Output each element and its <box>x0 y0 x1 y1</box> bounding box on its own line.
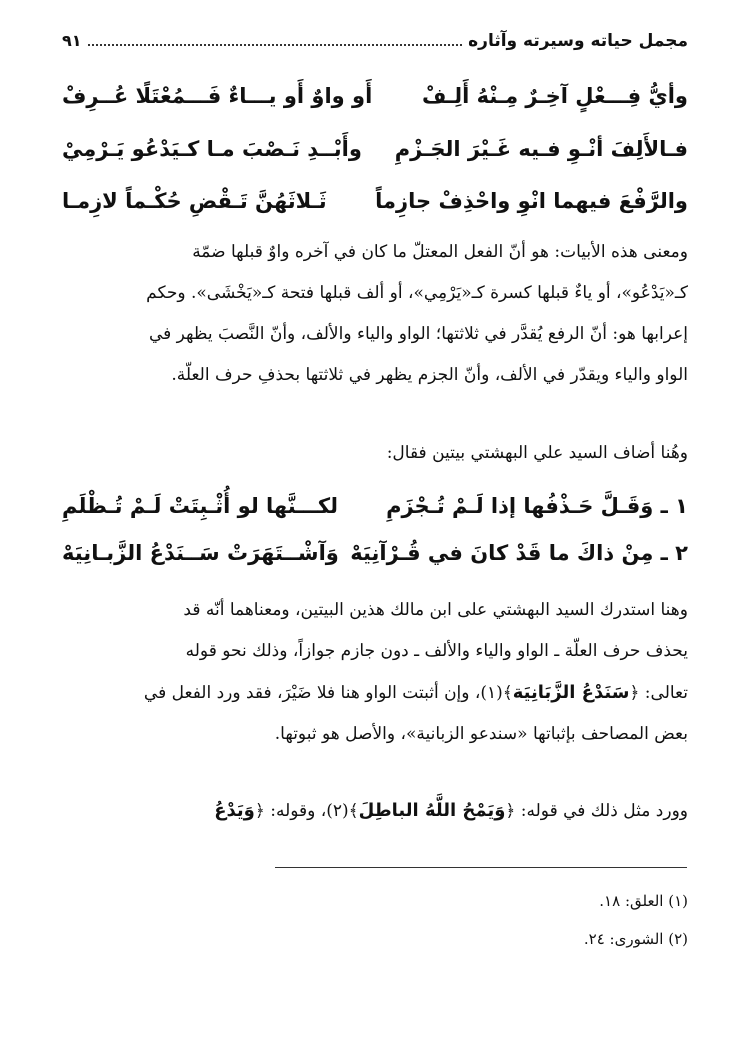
text-line: ومعنى هذه الأبيات: هو أنّ الفعل المعتلّ ما كان في آخره واوٌ قبلها ضمّة <box>192 242 688 262</box>
text-line: كـ«يَدْعُو»، أو ياءٌ قبلها كسرة كـ«يَرْمِي»، أو ألف قبلها فتحة كـ«يَخْشَى». وحكم <box>146 283 688 303</box>
verse-hemistich-left: ثَـلاثَهُنَّ تَـقْضِ حُكْـماً لازِمـا <box>62 189 327 213</box>
verse-line <box>62 533 688 573</box>
text-line: الواو والياء ويقدّر في الألف، وأنّ الجزم يظهر في ثلاثتها بحذفِ حرف العلّة. <box>171 365 688 385</box>
final-paragraph <box>62 790 688 832</box>
explanation-paragraph <box>62 232 688 396</box>
text-fragment: ﴾(٢)، وقوله: ﴿ <box>254 801 359 821</box>
footnote: (١) العلق: ١٨. <box>599 892 688 910</box>
header-title: مجمل حياته وسيرته وآثاره <box>468 31 688 51</box>
text-line <box>62 790 688 832</box>
text-fragment: ﴾(١)، وإن أثبتت الواو هنا فلا ضَيْرَ، فقد ورد الفعل في <box>143 683 513 703</box>
verse-line <box>62 486 688 526</box>
header-dot-leader <box>88 30 463 46</box>
verse-line <box>62 181 688 221</box>
footnote-separator <box>275 867 687 868</box>
quran-quote: وَيَمْحُ اللَّهُ الباطِلَ <box>358 800 506 821</box>
text-fragment: تعالى: ﴿ <box>629 683 688 703</box>
verse-hemistich-left: وَآشْــتَهَرَتْ سَــنَدْعُ الزَّبـانِيَهْ <box>62 541 339 565</box>
verse-hemistich-left: لكـــنَّها لو أُثْـبِتَتْ لَـمْ تُـظْلَمِ <box>62 494 338 518</box>
verse-hemistich-right: ٢ ـ مِنْ ذاكَ ما قَدْ كانَ في قُـرْآنِيَهْ <box>350 541 688 565</box>
verse-hemistich-right: والرَّفْعَ فيهما انْوِ واحْذِفْ جازِماً <box>375 189 688 213</box>
verse-hemistich-left: وأَبْــدِ نَـصْبَ مـا كـيَدْعُو يَـرْمِيْ <box>62 137 362 161</box>
verse-hemistich-right: ١ ـ وَقَـلَّ حَـذْفُها إذا لَـمْ تُـجْزَمِ <box>386 494 688 518</box>
verse-hemistich-right: وأيُّ فِـــعْلٍ آخِـرٌ مِـنْهُ أَلِـفْ <box>422 84 688 108</box>
quran-quote: سَنَدْعُ الزَّبَانِيَة <box>512 682 630 703</box>
verse-hemistich-right: فـالأَلِفَ أنْـوِ فـيه غَـيْرَ الجَـزْمِ <box>394 137 688 161</box>
text-line: بعض المصاحف بإثباتها «سندعو الزبانية»، والأصل هو ثبوتها. <box>274 724 688 744</box>
footnote: (٢) الشورى: ٢٤. <box>583 930 688 948</box>
page-number: ٩١ <box>62 31 82 50</box>
text-line: وهُنا أضاف السيد علي البهشتي بيتين فقال: <box>386 443 688 463</box>
text-line: إعرابها هو: أنّ الرفع يُقدَّر في ثلاثتها؛ الواو والياء والألف، وأنّ النَّصبَ يظهر في <box>148 324 688 344</box>
text-fragment: وورد مثل ذلك في قوله: ﴿ <box>505 801 688 821</box>
verse-line <box>62 76 688 116</box>
text-line <box>62 672 688 714</box>
running-header <box>62 30 688 56</box>
text-line: وهنا استدرك السيد البهشتي على ابن مالك هذين البيتين، ومعناهما أنّه قد <box>183 600 688 620</box>
quran-quote: وَيَدْعُ <box>214 800 255 821</box>
text-line: يحذف حرف العلّة ـ الواو والياء والألف ـ دون جازم جوازاً، وذلك نحو قوله <box>185 641 688 661</box>
verse-line <box>62 129 688 169</box>
intro-line <box>62 433 688 474</box>
verse-hemistich-left: أَو واوٌ أَو يـــاءٌ فَـــمُعْتَلًا عُــرِفْ <box>62 84 373 108</box>
commentary-paragraph <box>62 590 688 755</box>
